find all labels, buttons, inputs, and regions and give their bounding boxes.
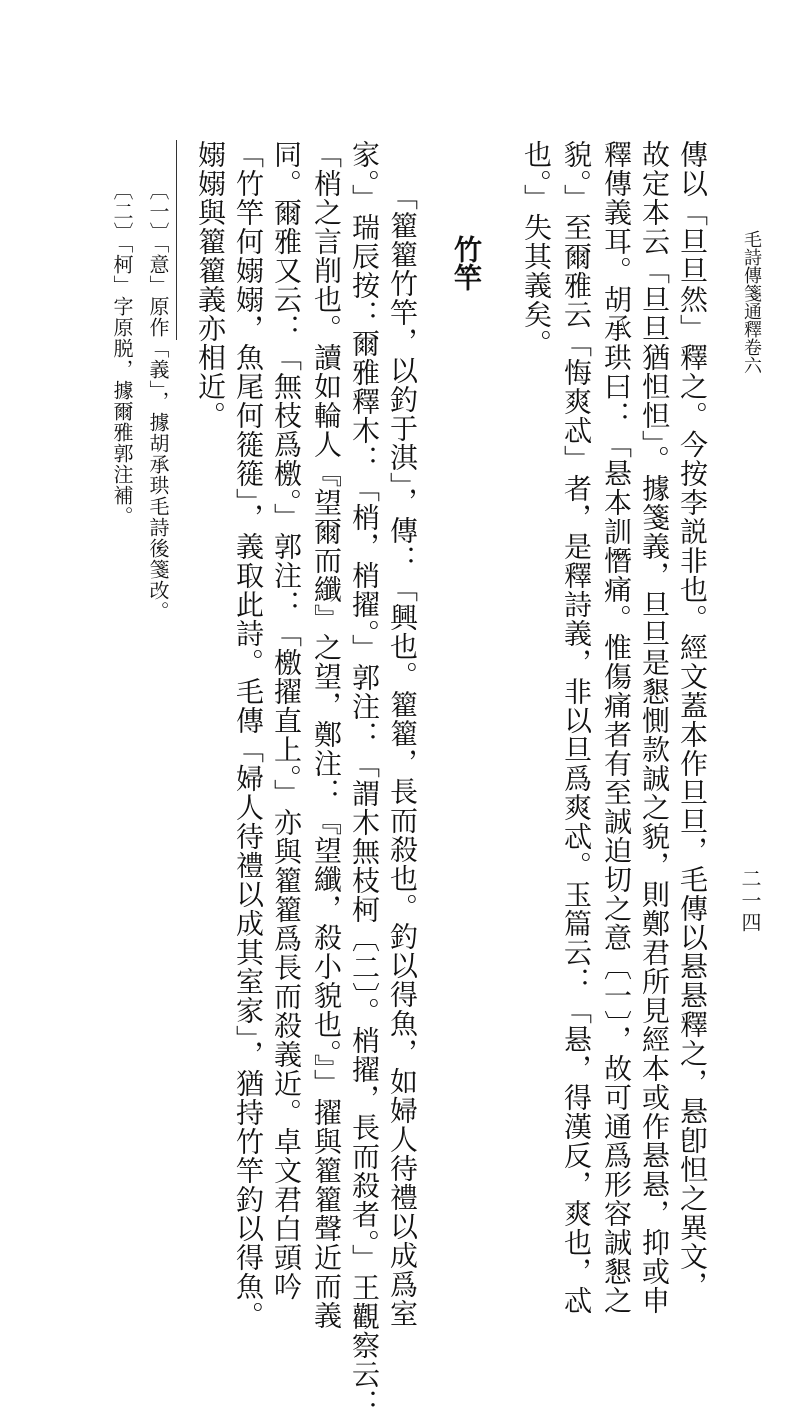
running-title: 毛詩傳箋通釋卷六 (741, 230, 762, 374)
section-title: 竹竿 (450, 235, 483, 291)
body-column-3: 釋傳義耳。胡承珙曰：「悬本訓憯痛。惟傷痛者有至誠迫切之意〔一〕，故可通爲形容誠懇之 (600, 140, 633, 1315)
body-column-11: 嫋嫋與籊籊義亦相近。 (194, 140, 227, 430)
body-column-4: 貌。」至爾雅云「悔爽忒」者，是釋詩義，非以旦爲爽忒。玉篇云：「悬，得漢反，爽也，忒 (560, 140, 593, 1315)
body-column-10: 「竹竿何嫋嫋，魚尾何簁簁」，義取此詩。毛傳「婦人待禮以成其室家」，猶持竹竿釣以得魚。 (232, 140, 265, 1330)
footnote-rule (176, 140, 177, 340)
body-column-2: 故定本云「旦旦猶怛怛」。據箋義，旦旦是懇惻款誠之貌，則鄭君所見經本或作悬悬，抑或申 (638, 140, 671, 1315)
body-column-9: 同。爾雅又云：「無枝爲檄。」郭注：「檄擢直上。」亦與籊籊爲長而殺義近。卓文君白頭吟 (270, 140, 303, 1301)
footnote-2: 〔二〕「柯」字原脱，據爾雅郭注補。 (110, 180, 134, 527)
body-column-1: 傳以「旦旦然」釋之。今按李説非也。經文蓋本作旦旦，毛傳以悬悬釋之，悬卽怛之異文， (676, 140, 709, 1300)
body-column-5: 也。」失其義矣。 (520, 140, 553, 358)
page-number: 二一四 (738, 868, 762, 934)
footnote-1: 〔一〕「意」原作「義」，據胡承珙毛詩後箋改。 (146, 180, 170, 622)
body-column-6: 「籊籊竹竿，以釣于淇」，傳：「興也。籊籊，長而殺也。釣以得魚，如婦人待禮以成爲室 (386, 182, 419, 1328)
body-column-7: 家。」瑞辰按：爾雅釋木：「梢，梢擢。」郭注：「謂木無枝柯〔二〕。梢擢，長而殺者。」王觀察云： (348, 140, 381, 1418)
body-column-8: 「梢之言削也。讀如輪人『望爾而纖』之望，鄭注：『望纖，殺小貌也。』」擢與籊籊聲近而義 (310, 140, 343, 1330)
